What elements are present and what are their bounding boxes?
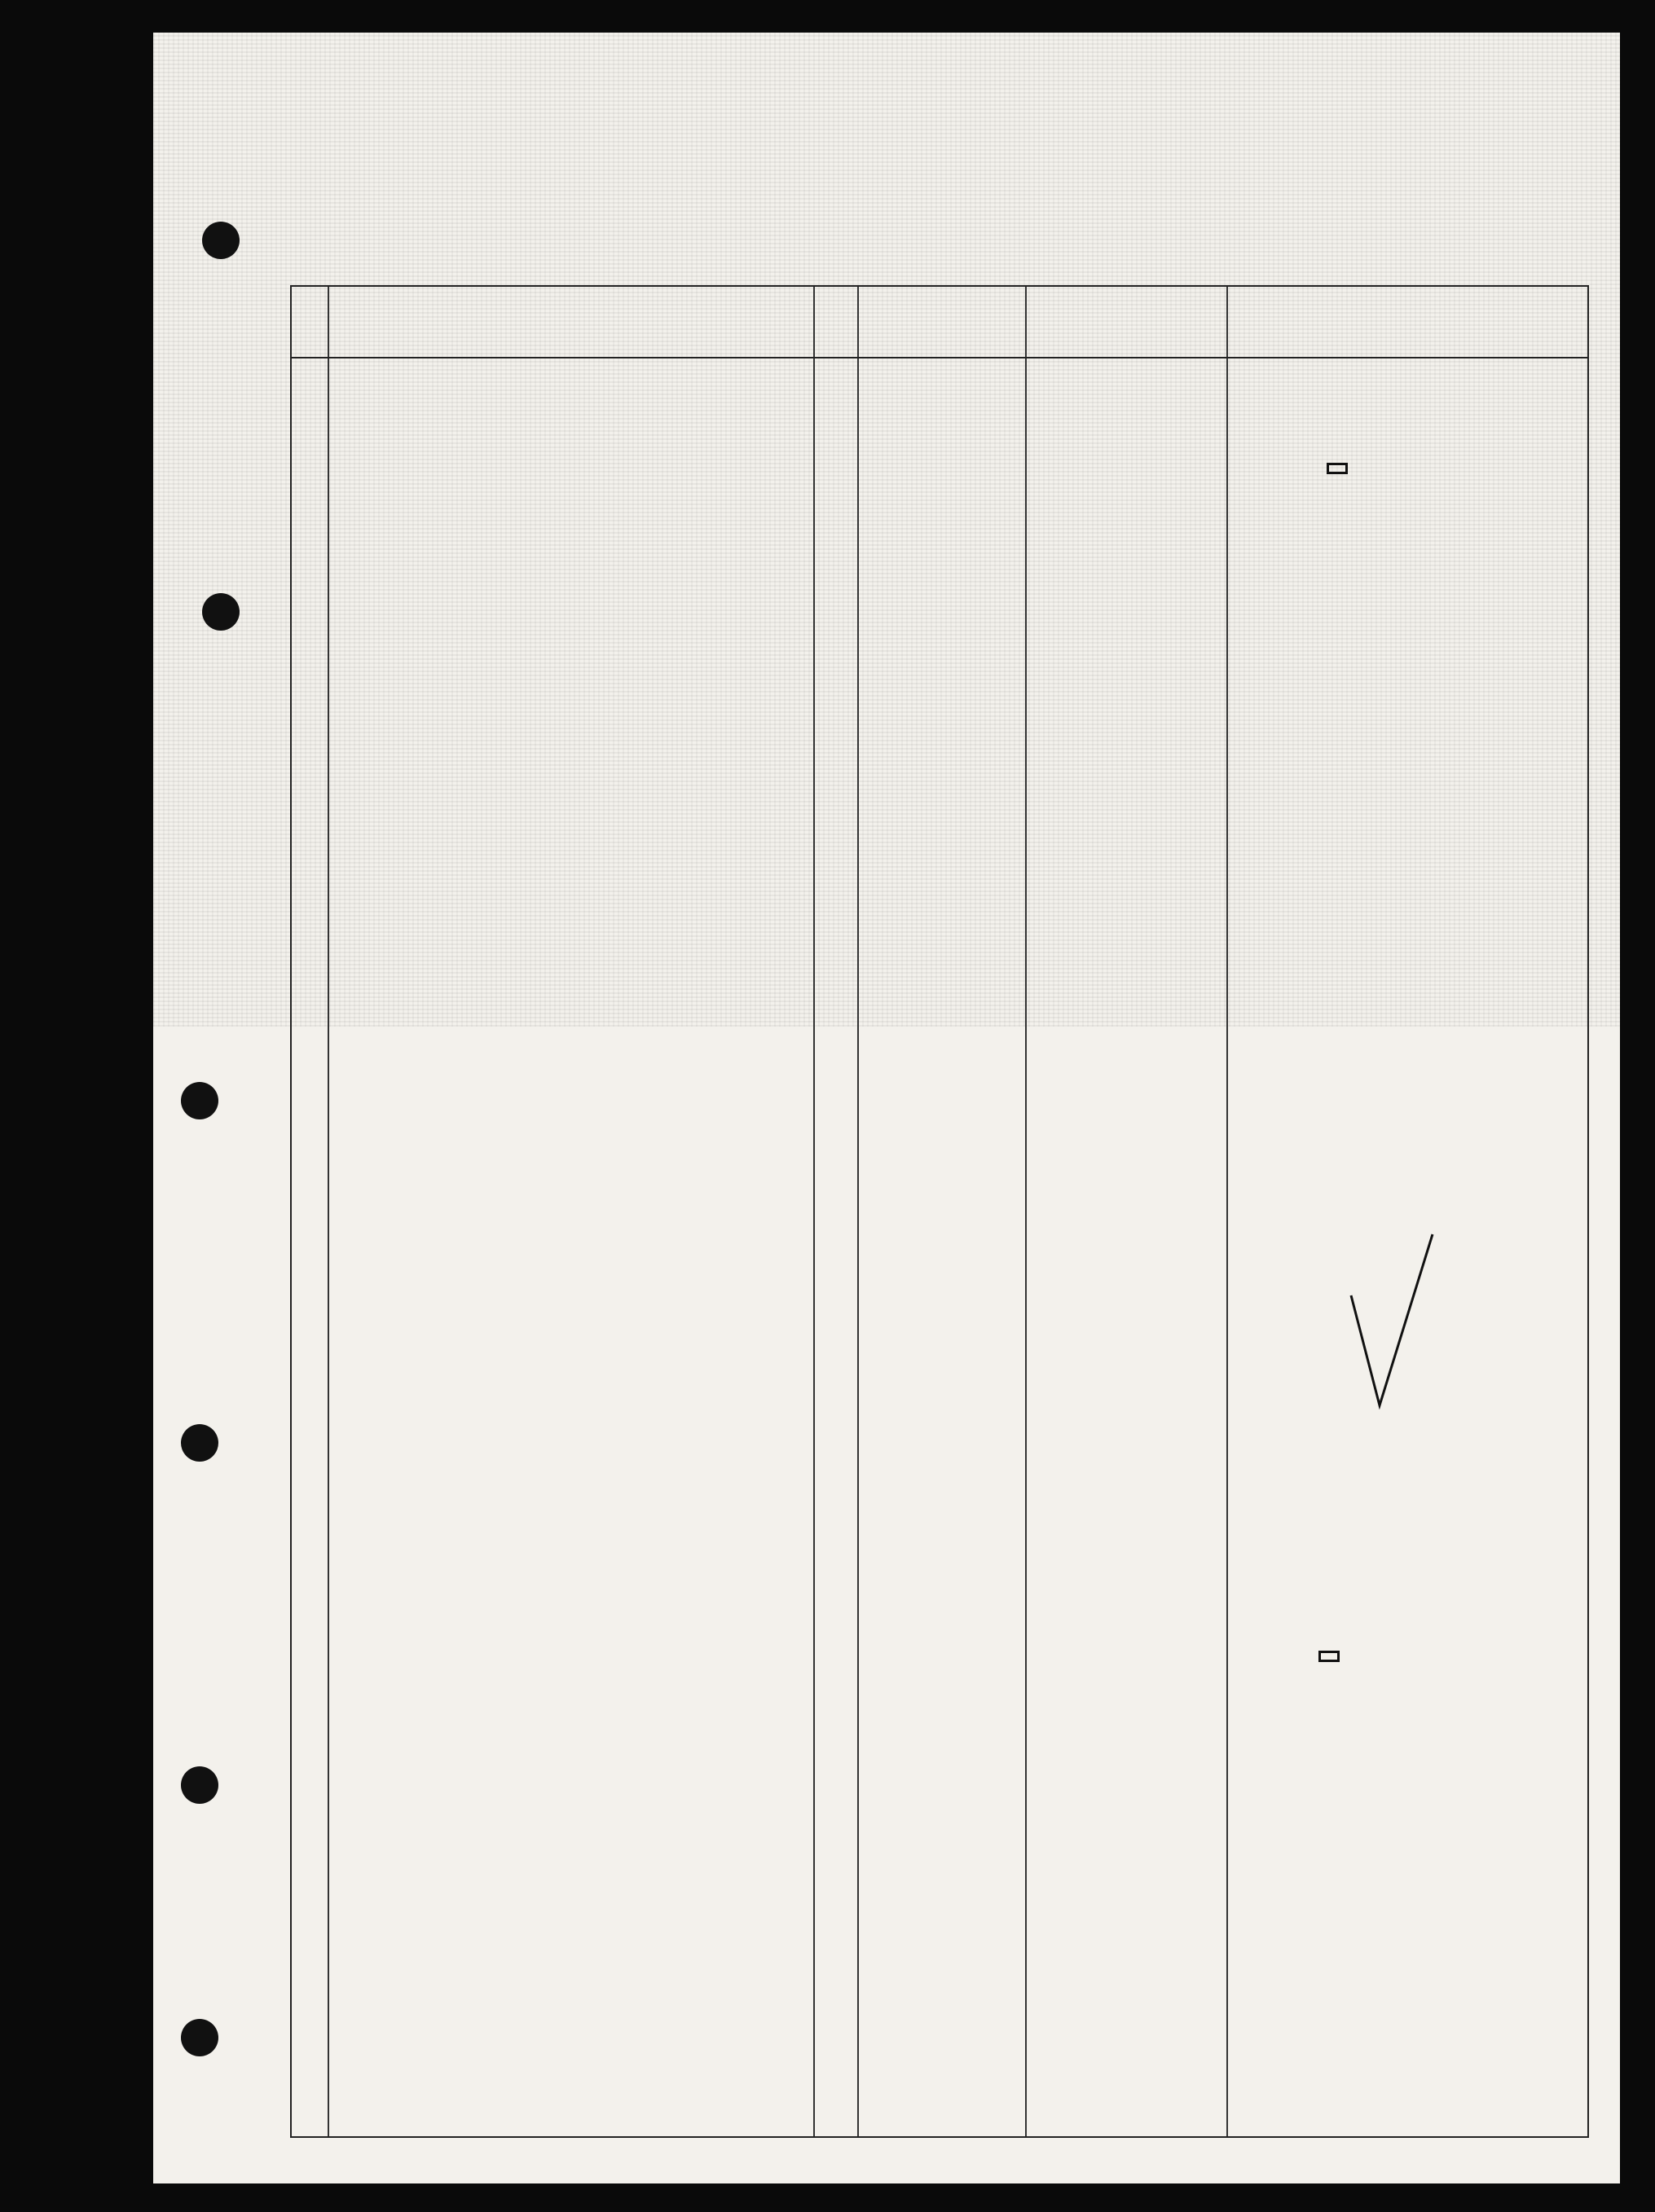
col-line-no: [292, 287, 328, 357]
col-sex: [724, 287, 789, 357]
divider: [813, 287, 815, 2136]
passenger-table: [290, 285, 1589, 2138]
binder-hole-icon: [181, 1424, 218, 1462]
divider: [1025, 287, 1027, 2136]
col-passport: [859, 287, 1025, 357]
check-mark-icon: [1343, 1230, 1441, 1409]
binder-hole-icon: [202, 222, 240, 259]
col-officers: [1229, 287, 1579, 357]
col-age: [642, 287, 699, 357]
col-name: [329, 287, 533, 357]
binder-hole-icon: [181, 2019, 218, 2056]
binder-hole-icon: [181, 1766, 218, 1804]
binder-hole-icon: [202, 593, 240, 631]
binder-hole-icon: [181, 1082, 218, 1119]
col-married: [815, 287, 856, 357]
divider: [328, 287, 329, 2136]
manifest-sheet: [153, 33, 1620, 2183]
divider: [1226, 287, 1228, 2136]
divider: [857, 287, 859, 2136]
us-cit-stamp: [1318, 1651, 1340, 1662]
header-divider: [292, 357, 1587, 358]
us-cit-stamp: [1327, 463, 1348, 474]
col-baggage: [1029, 287, 1225, 357]
